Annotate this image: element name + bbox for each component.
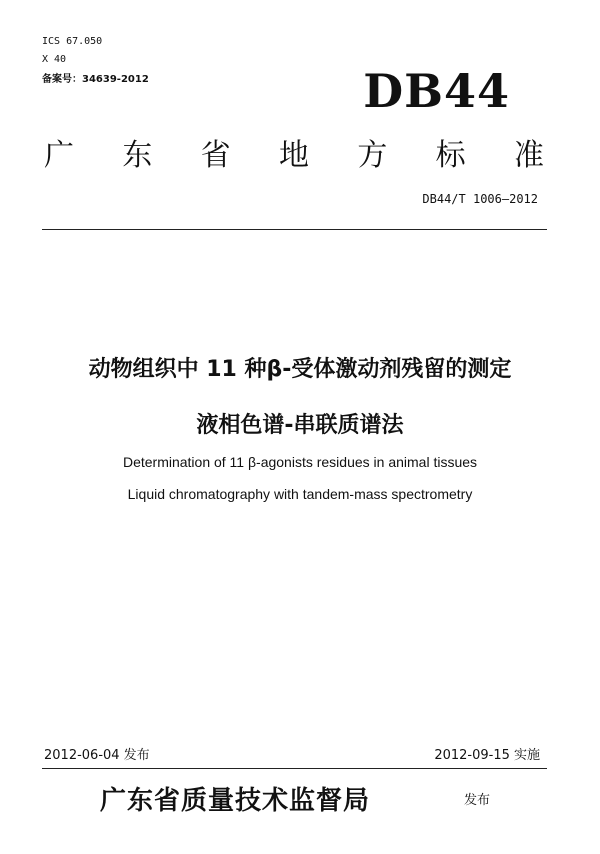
issue-date: 2012-06-04 发布 (44, 748, 150, 763)
title-english-line-2: Liquid chromatography with tandem-mass spectrometry (127, 486, 473, 502)
ics-code: ICS 67.050 (42, 36, 103, 47)
issuer-suffix: 发布 (464, 793, 491, 808)
top-divider (42, 229, 547, 230)
issuing-authority: 广东省质量技术监督局 (100, 786, 371, 816)
classification-code: X 40 (42, 54, 67, 65)
record-number: 备案号：34639-2012 (42, 74, 149, 85)
standard-type-char: 方 (357, 138, 388, 173)
standard-type-char: 省 (200, 138, 231, 173)
db44-logo: DB44 (363, 64, 510, 118)
implementation-date: 2012-09-15 实施 (434, 748, 540, 763)
standard-type-char: 标 (435, 138, 466, 173)
title-chinese-line-1: 动物组织中 11 种β-受体激动剂残留的测定 (88, 357, 512, 382)
title-english-line-1: Determination of 11 β-agonists residues in animal tissues (122, 454, 478, 470)
standard-type-char: 准 (513, 138, 544, 173)
standard-type (44, 130, 544, 174)
standard-type-char: 东 (122, 138, 153, 173)
bottom-divider (42, 768, 547, 769)
standard-type-char: 广 (44, 138, 74, 173)
standard-type-char: 地 (278, 138, 309, 173)
standard-code: DB44/T 1006—2012 (422, 192, 538, 206)
title-chinese-line-2: 液相色谱-串联质谱法 (196, 413, 404, 438)
